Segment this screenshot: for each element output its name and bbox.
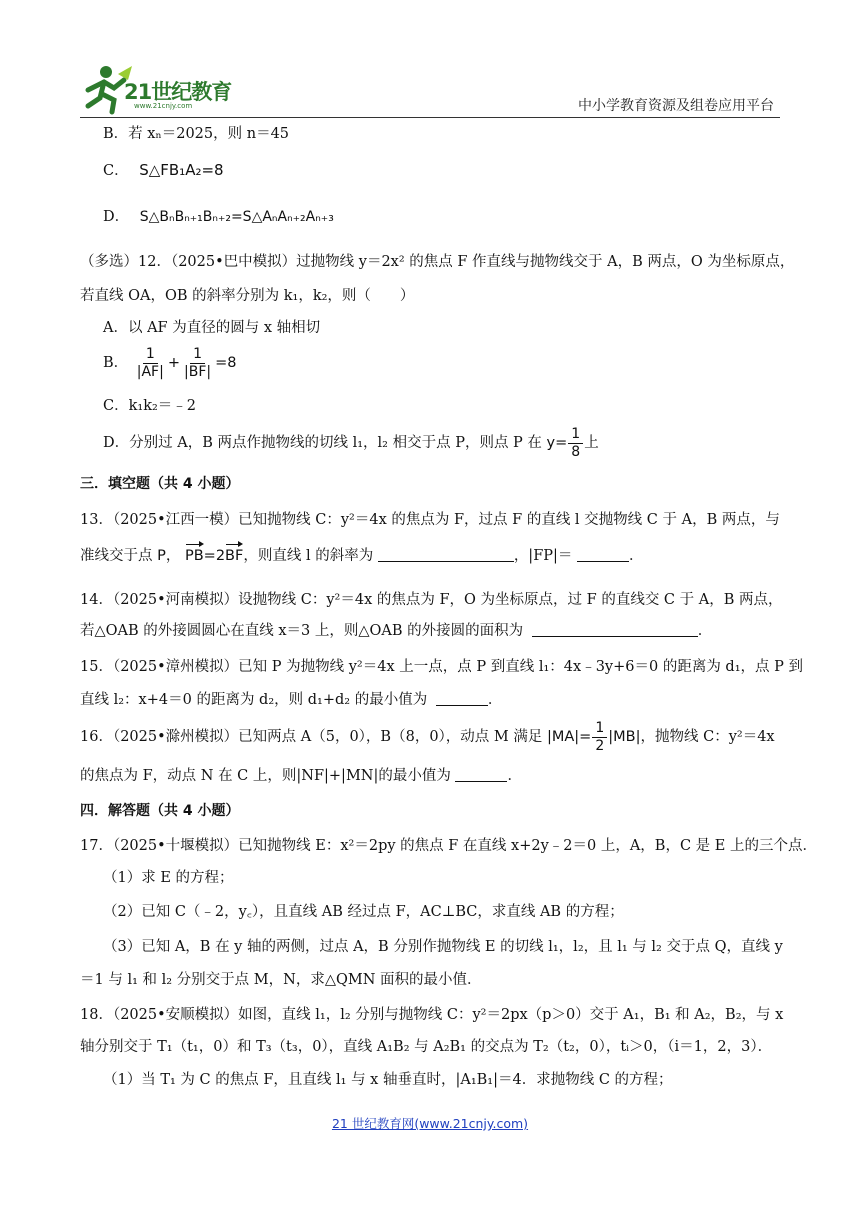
q11-d-math: S△BₙBₙ₊₁Bₙ₊₂=S△AₙAₙ₊₂Aₙ₊₃ (139, 209, 334, 225)
q17-part3a: （3）已知 A，B 在 y 轴的两侧，过点 A，B 分别作抛物线 E 的切线 l₁，l₂，且 l₁ 与 l₂ 交于点 Q，直线 y (103, 939, 783, 955)
q18-part1: （1）当 T₁ 为 C 的焦点 F，且直线 l₁ 与 x 轴垂直时，|A₁B₁|＝4．求抛物线 C 的方程； (103, 1072, 673, 1088)
fraction: $\frac{1}{|BF|}$ (184, 345, 212, 380)
vector-bf: BF (225, 548, 244, 564)
section-heading-fill-in: 三．填空题（共 4 小题） (80, 476, 240, 492)
q12-option-c: C．k₁k₂＝﹣2 (103, 398, 197, 414)
q13-line1: 13．（2025•江西一模）已知抛物线 C：y²＝4x 的焦点为 F，过点 F 的直线 l 交抛物线 C 于 A，B 两点，与 (80, 512, 780, 528)
answer-blank[interactable] (577, 547, 629, 562)
q14-line1: 14．（2025•河南模拟）设抛物线 C：y²＝4x 的焦点为 F，O 为坐标原点，过 F 的直线交 C 于 A，B 两点， (80, 592, 783, 608)
q12-line2: 若直线 OA，OB 的斜率分别为 k₁，k₂，则（ ） (80, 288, 415, 304)
answer-blank[interactable] (436, 691, 488, 706)
q12-option-b: B． $\frac{1}{|AF|}$ + $\frac{1}{|BF|}$ =8 (103, 345, 237, 380)
q11-c-math: S△FB₁A₂=8 (139, 161, 224, 179)
fraction: $\frac{1}{8}$ (568, 426, 583, 461)
q12-line1: （多选）12．（2025•巴中模拟）过抛物线 y＝2x² 的焦点 F 作直线与抛物线交于 A，B 两点，O 为坐标原点， (80, 254, 795, 270)
answer-blank[interactable] (455, 767, 507, 782)
fraction: $\frac{1}{2}$ (592, 720, 607, 755)
q17-line1: 17．（2025•十堰模拟）已知抛物线 E：x²＝2py 的焦点 F 在直线 x+2y﹣2＝0 上，A，B，C 是 E 上的三个点． (80, 838, 817, 854)
footer-link[interactable]: 21 世纪教育网(www.21cnjy.com) (331, 1116, 529, 1131)
q13-line2: 准线交于点 P， PB=2BF，则直线 l 的斜率为 ，|FP|＝ ． (80, 548, 644, 564)
logo (78, 62, 258, 118)
section-heading-solve: 四．解答题（共 4 小题） (80, 803, 240, 819)
logo-text: 21世纪教育 (124, 80, 232, 104)
footer (0, 1114, 860, 1132)
q11-option-c: C． S△FB₁A₂=8 (103, 161, 224, 179)
q16-line1: 16．（2025•滁州模拟）已知两点 A（5，0），B（8，0），动点 M 满足 |MA|= $\frac{1}{2}$ |MB|，抛物线 C：y²＝4x (80, 719, 775, 754)
q18-line2: 轴分别交于 T₁（t₁，0）和 T₃（t₃，0），直线 A₁B₂ 与 A₂B₁ 的交点为 T₂（t₂，0），tᵢ＞0，（i＝1，2，3）． (80, 1039, 773, 1055)
q17-part1: （1）求 E 的方程； (103, 870, 234, 886)
vector-pb: PB (184, 548, 204, 564)
platform-title: 中小学教育资源及组卷应用平台 (578, 98, 774, 114)
header-divider (80, 117, 780, 118)
q11-option-b: B．若 xₙ＝2025，则 n＝45 (103, 126, 290, 142)
q11-option-d: D． S△BₙBₙ₊₁Bₙ₊₂=S△AₙAₙ₊₂Aₙ₊₃ (103, 209, 334, 225)
q17-part3b: ＝1 与 l₁ 和 l₂ 分别交于点 M，N，求△QMN 面积的最小值． (80, 972, 482, 988)
q12-option-a: A．以 AF 为直径的圆与 x 轴相切 (103, 320, 321, 336)
q14-line2: 若△OAB 的外接圆圆心在直线 x＝3 上，则△OAB 的外接圆的面积为 ． (80, 623, 713, 639)
answer-blank[interactable] (532, 622, 698, 637)
q15-line2: 直线 l₂：x+4＝0 的距离为 d₂，则 d₁+d₂ 的最小值为 ． (80, 692, 503, 708)
answer-blank[interactable] (378, 547, 514, 562)
q17-part2: （2）已知 C（﹣2，y꜀），且直线 AB 经过点 F，AC⊥BC，求直线 AB 的方程； (103, 904, 624, 920)
q18-line1: 18．（2025•安顺模拟）如图，直线 l₁，l₂ 分别与抛物线 C：y²＝2px（p＞0）交于 A₁，B₁ 和 A₂，B₂，与 x (80, 1007, 784, 1023)
q12-option-d: D．分别过 A，B 两点作抛物线的切线 l₁，l₂ 相交于点 P，则点 P 在 y= $\frac{1}{8}$ 上 (103, 425, 599, 460)
logo-url: www.21cnjy.com (134, 102, 193, 110)
fraction: $\frac{1}{|AF|}$ (136, 345, 164, 380)
q15-line1: 15．（2025•漳州模拟）已知 P 为抛物线 y²＝4x 上一点，点 P 到直线 l₁：4x﹣3y+6＝0 的距离为 d₁，点 P 到 (80, 659, 803, 675)
q16-line2: 的焦点为 F，动点 N 在 C 上，则|NF|+|MN|的最小值为 ． (80, 768, 522, 784)
